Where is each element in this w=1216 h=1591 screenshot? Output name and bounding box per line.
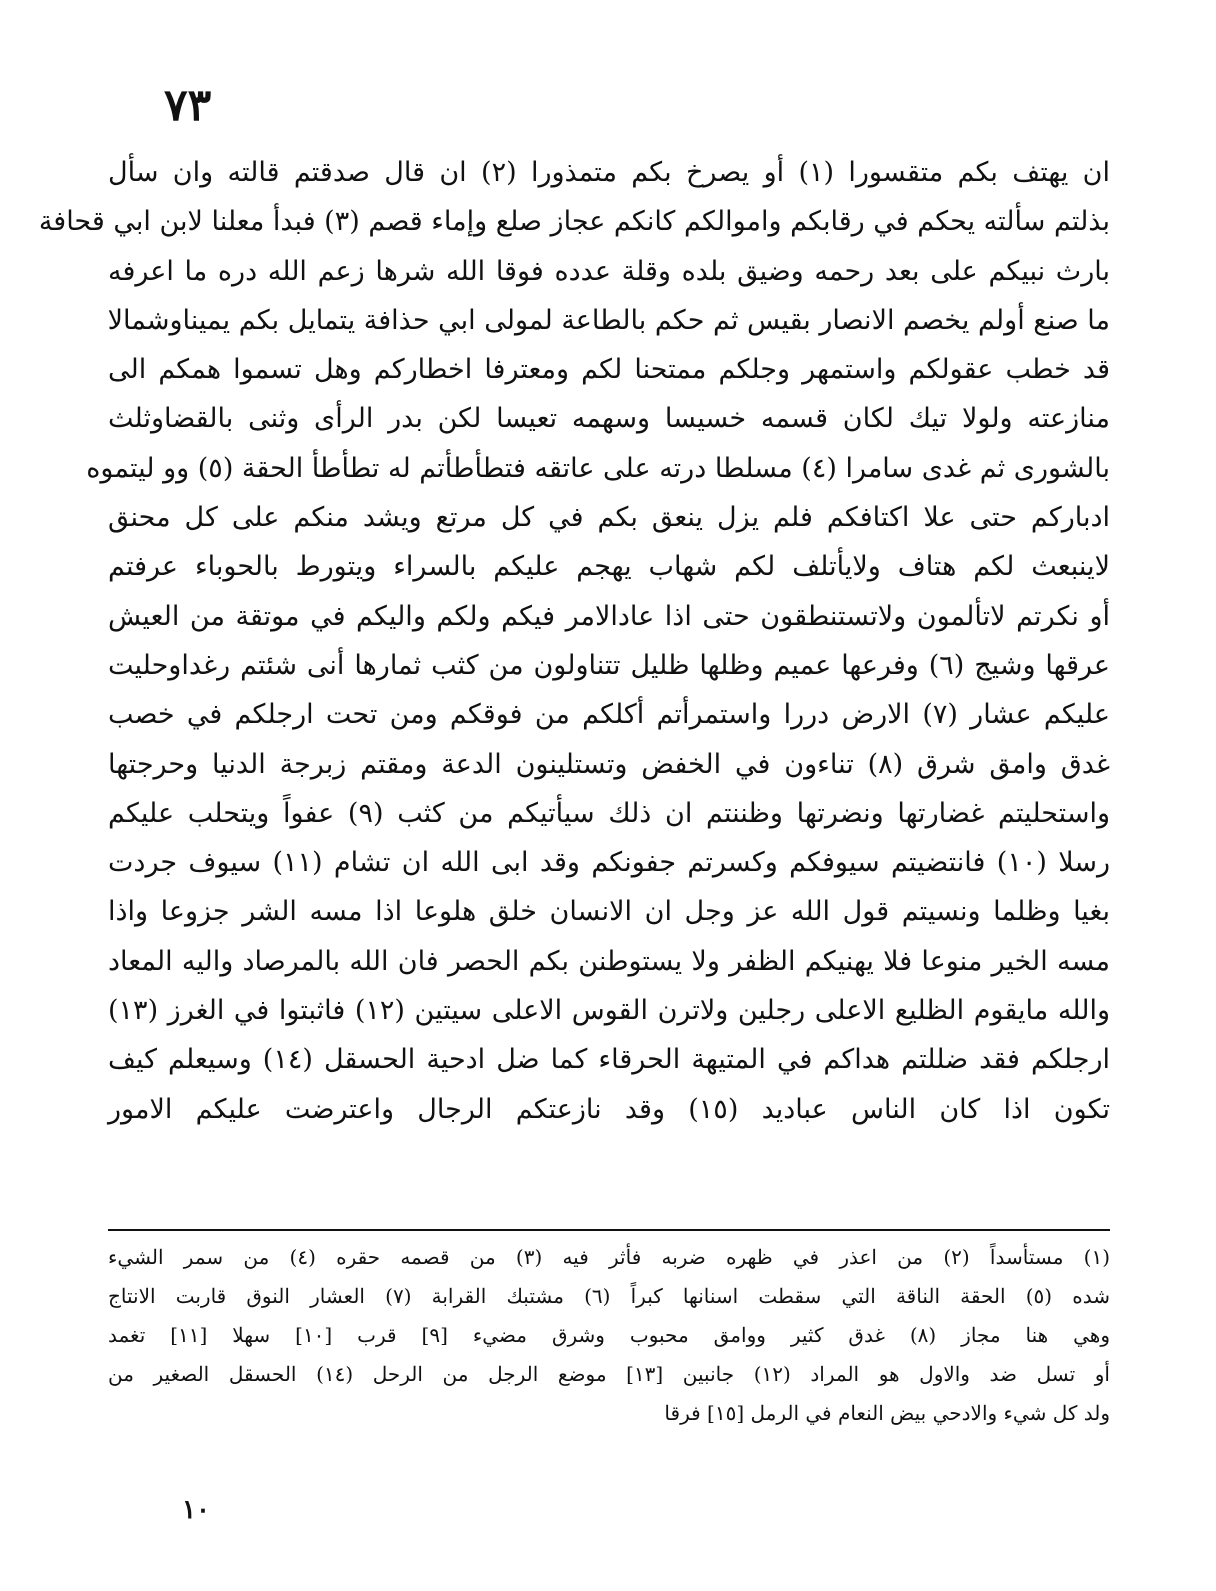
footnote-line: شده (٥) الحقة الناقة التي سقطت اسنانها كبراً (٦) مشتبك القرابة (٧) العشار النوق قاربت الانتاج xyxy=(108,1284,1110,1308)
text-line: قد خطب عقولكم واستمهر وجلكم ممتحنا لكم ومعترفا اخطاركم وهل تسموا همكم الى xyxy=(108,354,1110,386)
text-line: أو نكرتم لاتألمون ولاتستنطقون حتى اذا عادالامر فيكم ولكم واليكم في موتقة من العيش xyxy=(108,600,1110,632)
footnote-line: ولد كل شيء والادحي بيض النعام في الرمل [١٥] فرقا xyxy=(664,1401,1110,1425)
text-line: غدق وامق شرق (٨) تناءون في الخفض وتستلينون الدعة ومقتم زبرجة الدنيا وحرجتها xyxy=(108,748,1110,780)
text-line: ان يهتف بكم متقسورا (١) أو يصرخ بكم متمذورا (٢) ان قال صدقتم قالته وان سأل xyxy=(108,157,1110,188)
main-text-block xyxy=(38,148,1111,1134)
text-line: مسه الخير منوعا فلا يهنيكم الظفر ولا يستوطنن بكم الحصر فان الله بالمرصاد واليه المعاد xyxy=(108,945,1110,977)
text-line: عرقها وشيج (٦) وفرعها عميم وظلها ظليل تتناولون من كثب ثمارها أنى شئتم رغداوحليت xyxy=(108,649,1110,681)
text-line: بالشورى ثم غدى سامرا (٤) مسلطا درته على عاتقه فتطأطأتم له تطأطأ الحقة (٥) وو ليتموه xyxy=(86,452,1110,484)
text-line: ارجلكم فقد ضللتم هداكم في المتيهة الحرقاء كما ضل ادحية الحسقل (١٤) وسيعلم كيف xyxy=(108,1044,1110,1076)
text-line: بغيا وظلما ونسيتم قول الله عز وجل ان الانسان خلق هلوعا اذا مسه الشر جزوعا واذا xyxy=(108,896,1110,928)
footnote-line: وهي هنا مجاز (٨) غدق كثير ووامق محبوب وشرق مضيء [٩] قرب [١٠] سهلا [١١] تغمد xyxy=(108,1323,1110,1347)
text-line: عليكم عشار (٧) الارض دررا واستمرأتم أكلكم من فوقكم ومن تحت ارجلكم في خصب xyxy=(108,699,1110,731)
text-line: رسلا (١٠) فانتضيتم سيوفكم وكسرتم جفونكم وقد ابى الله ان تشام (١١) سيوف جردت xyxy=(108,847,1111,879)
footnote-line: أو تسل ضد والاول هو المراد (١٢) جانبين [١٣] موضع الرجل من الرحل (١٤) الحسقل الصغير من xyxy=(108,1362,1110,1386)
text-line: بارث نبيكم على بعد رحمه وضيق بلده وقلة عدده فوقا الله شرها زعم الله دره ما اعرفه xyxy=(108,255,1110,287)
text-line: ادباركم حتى علا اكتافكم فلم يزل ينعق بكم في كل مرتع ويشد منكم على كل محنق xyxy=(108,502,1110,534)
text-line: واستحليتم غضارتها ونضرتها وظننتم ان ذلك سيأتيكم من كثب (٩) عفواً ويتحلب عليكم xyxy=(108,797,1110,829)
text-line: بذلتم سألته يحكم في رقابكم واموالكم كانكم عجاز صلع وإماء قصم (٣) فبدأ معلنا لابن ابي قحافة xyxy=(38,206,1110,238)
signature-mark: ١٠ xyxy=(182,1495,210,1525)
text-line: والله مايقوم الظليع الاعلى رجلين ولاترن القوس الاعلى سيتين (١٢) فاثبتوا في الغرز (١٣) xyxy=(108,995,1110,1027)
text-line: منازعته ولولا تيك لكان قسمه خسيسا وسهمه تعيسا لكن بدر الرأى وثنى بالقضاوثلث xyxy=(108,403,1110,435)
footnotes-block xyxy=(108,1238,1110,1433)
text-line: لاينبعث لكم هتاف ولايأتلف لكم شهاب يهجم عليكم بالسراء ويتورط بالحوباء عرفتم xyxy=(108,551,1110,583)
footnote-line: (١) مستأسداً (٢) من اعذر في ظهره ضربه فأثر فيه (٣) من قصمه حقره (٤) من سمر الشيء xyxy=(108,1245,1111,1269)
footnote-divider xyxy=(108,1229,1110,1231)
page-number: ٧٣ xyxy=(164,80,212,131)
text-line: ما صنع أولم يخصم الانصار بقيس ثم حكم بالطاعة لمولى ابي حذافة يتمايل بكم يميناوشمالا xyxy=(107,304,1110,336)
text-line: تكون اذا كان الناس عباديد (١٥) وقد نازعتكم الرجال واعترضت عليكم الامور xyxy=(108,1093,1110,1125)
